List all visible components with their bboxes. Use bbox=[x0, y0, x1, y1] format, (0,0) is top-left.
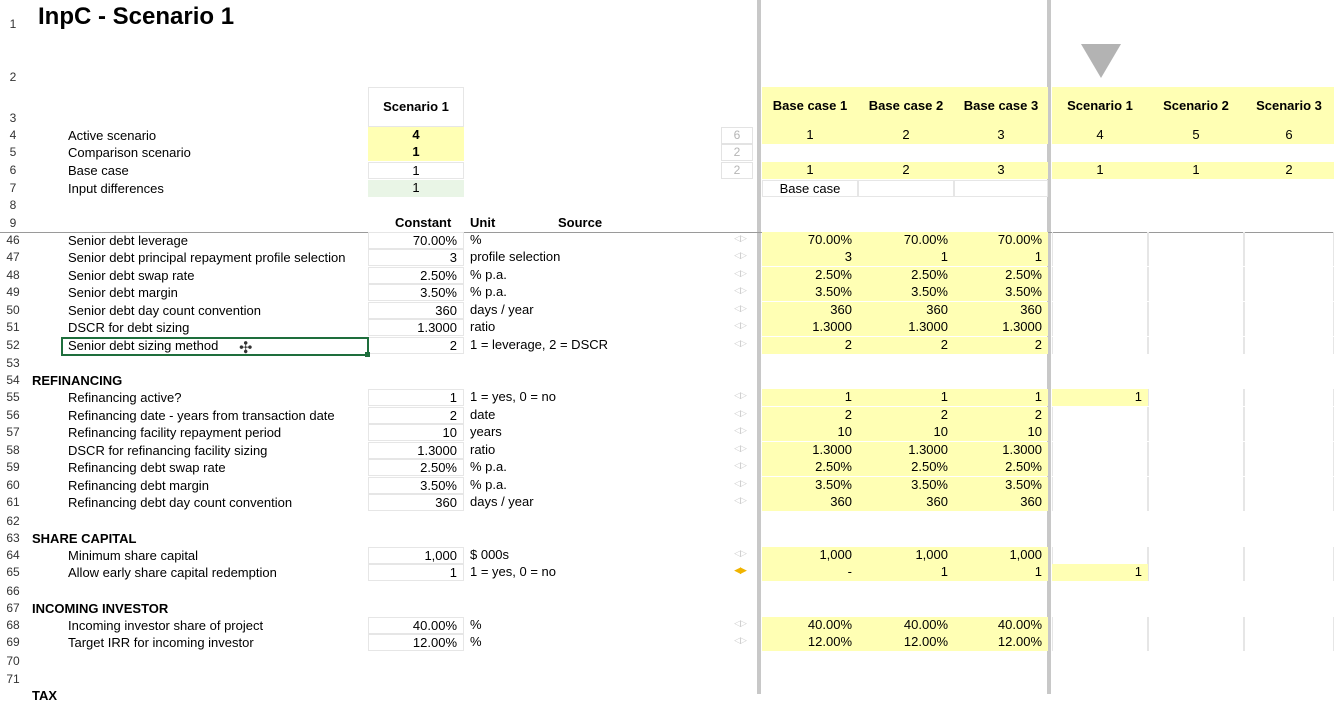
col-header-base1: Base case 1 bbox=[762, 87, 858, 127]
cell-base1[interactable]: - bbox=[762, 564, 858, 581]
compare-arrows-icon[interactable]: ◁▷ bbox=[734, 495, 746, 505]
row-label: Refinancing facility repayment period bbox=[68, 425, 282, 440]
cell-scen2[interactable]: 5 bbox=[1148, 127, 1244, 144]
cell-base2[interactable]: 1.3000 bbox=[858, 442, 954, 459]
col-header-base2: Base case 2 bbox=[858, 87, 954, 127]
cell-scen3[interactable] bbox=[1244, 424, 1334, 441]
cell-scen2[interactable] bbox=[1148, 459, 1244, 476]
row-number: 5 bbox=[9, 145, 17, 159]
constant-input[interactable]: 360 bbox=[368, 302, 464, 319]
cell-scen1[interactable]: 1 bbox=[1052, 162, 1148, 179]
cell-base3[interactable]: 2 bbox=[954, 337, 1048, 354]
cell-scen1[interactable] bbox=[1052, 232, 1148, 249]
cell-base2[interactable]: 1 bbox=[858, 564, 954, 581]
row-label: Incoming investor share of project bbox=[68, 618, 264, 633]
cell-scen3[interactable] bbox=[1244, 302, 1334, 319]
cell-scen2[interactable] bbox=[1148, 634, 1244, 651]
cell-scen3[interactable] bbox=[1244, 547, 1334, 564]
cell-scen3[interactable] bbox=[1244, 477, 1334, 494]
cell-scen1[interactable] bbox=[1052, 407, 1148, 424]
unit-label: % bbox=[470, 634, 482, 649]
constant-input[interactable]: 2 bbox=[368, 337, 464, 354]
row-label: Senior debt day count convention bbox=[68, 303, 261, 318]
cell-scen1[interactable] bbox=[1052, 424, 1148, 441]
row-number: 2 bbox=[9, 70, 17, 84]
unit-label: years bbox=[470, 424, 502, 439]
cell-base3[interactable]: 1.3000 bbox=[954, 442, 1048, 459]
cell-scen1[interactable] bbox=[1052, 634, 1148, 651]
cell-base1[interactable]: 3.50% bbox=[762, 477, 858, 494]
cell-scen1[interactable] bbox=[1052, 477, 1148, 494]
cursor-cross-icon: ✣ bbox=[239, 340, 253, 357]
cell-base2[interactable]: 1,000 bbox=[858, 547, 954, 564]
section-refinancing: REFINANCING bbox=[32, 373, 123, 388]
row-label: Target IRR for incoming investor bbox=[68, 635, 254, 650]
cell-base2[interactable]: 12.00% bbox=[858, 634, 954, 651]
selected-cell[interactable] bbox=[61, 337, 369, 356]
row-label: Refinancing debt swap rate bbox=[68, 460, 226, 475]
cell-scen1[interactable] bbox=[1052, 249, 1148, 266]
row-number: 61 bbox=[6, 495, 20, 509]
row-number: 46 bbox=[6, 233, 20, 247]
cell-base2[interactable]: 1 bbox=[858, 249, 954, 266]
scenario-pointer-icon bbox=[1081, 44, 1121, 78]
cell-base3[interactable]: 1,000 bbox=[954, 547, 1048, 564]
constant-input[interactable]: 2.50% bbox=[368, 459, 464, 476]
input-differences-value: 1 bbox=[368, 180, 464, 197]
compare-arrows-icon[interactable]: ◁▷ bbox=[734, 635, 746, 645]
cell-base2[interactable]: 2.50% bbox=[858, 267, 954, 284]
unit-label: days / year bbox=[470, 494, 534, 509]
row-label: Minimum share capital bbox=[68, 548, 199, 563]
unit-label: % bbox=[470, 617, 482, 632]
unit-label: profile selection bbox=[470, 249, 561, 264]
constant-input[interactable]: 3 bbox=[368, 249, 464, 266]
cell-scen2[interactable] bbox=[1148, 442, 1244, 459]
cell-scen1[interactable] bbox=[1052, 319, 1148, 336]
cell-base2[interactable]: 3.50% bbox=[858, 284, 954, 301]
compare-arrows-icon[interactable]: ◁▷ bbox=[734, 408, 746, 418]
cell-base1[interactable]: 2 bbox=[762, 337, 858, 354]
row-number: 66 bbox=[6, 584, 20, 598]
row-number: 49 bbox=[6, 285, 20, 299]
cell-base2[interactable]: 10 bbox=[858, 424, 954, 441]
constant-input[interactable]: 2 bbox=[368, 407, 464, 424]
row-number: 9 bbox=[9, 216, 17, 230]
cell-scen1[interactable] bbox=[1052, 442, 1148, 459]
cell-base1[interactable]: 1 bbox=[762, 162, 858, 179]
compare-arrows-icon[interactable]: ◁▷ bbox=[734, 425, 746, 435]
row-number: 64 bbox=[6, 548, 20, 562]
constant-input[interactable]: 3.50% bbox=[368, 477, 464, 494]
row-number: 47 bbox=[6, 250, 20, 264]
row-number: 1 bbox=[9, 17, 17, 31]
unit-label: ratio bbox=[470, 442, 496, 457]
col-header-scen2: Scenario 2 bbox=[1148, 87, 1244, 127]
row-number: 55 bbox=[6, 390, 20, 404]
cell-base2[interactable]: 70.00% bbox=[858, 232, 954, 249]
row-label: Refinancing debt day count convention bbox=[68, 495, 293, 510]
row-number: 59 bbox=[6, 460, 20, 474]
cell-scen1[interactable]: 4 bbox=[1052, 127, 1148, 144]
cell-base1[interactable]: 1 bbox=[762, 127, 858, 144]
row-number: 8 bbox=[9, 198, 17, 212]
constant-input[interactable]: 2.50% bbox=[368, 267, 464, 284]
cell-scen2[interactable] bbox=[1148, 249, 1244, 266]
row-label: Refinancing date - years from transaction date bbox=[68, 408, 335, 423]
row-number: 54 bbox=[6, 373, 20, 387]
compare-arrows-icon[interactable]: ◁▷ bbox=[734, 548, 746, 558]
compare-arrows-icon[interactable]: ◁▷ bbox=[734, 390, 746, 400]
cell-base1[interactable]: 70.00% bbox=[762, 232, 858, 249]
cell-base2[interactable]: 2 bbox=[858, 337, 954, 354]
section-incoming-investor: INCOMING INVESTOR bbox=[32, 601, 169, 616]
col-header-unit: Unit bbox=[470, 215, 496, 230]
unit-label: % p.a. bbox=[470, 267, 507, 282]
cell-base1[interactable]: 2 bbox=[762, 407, 858, 424]
sheet-title: InpC - Scenario 1 bbox=[38, 3, 235, 30]
cell-scen1[interactable] bbox=[1052, 337, 1148, 354]
cell-scen3[interactable] bbox=[1244, 442, 1334, 459]
compare-arrows-icon[interactable]: ◁▷ bbox=[734, 478, 746, 488]
compare-arrows-icon[interactable]: ◁▷ bbox=[734, 618, 746, 628]
cell-base2[interactable]: 2 bbox=[858, 127, 954, 144]
row-number: 70 bbox=[6, 654, 20, 668]
col-header-source: Source bbox=[558, 215, 603, 230]
cell-base3[interactable]: 2 bbox=[954, 407, 1048, 424]
cell-base1[interactable]: 1 bbox=[762, 389, 858, 406]
cell-scen3[interactable] bbox=[1244, 634, 1334, 651]
cell-scen2[interactable] bbox=[1148, 302, 1244, 319]
row-number: 63 bbox=[6, 531, 20, 545]
cell-base2[interactable]: 2 bbox=[858, 162, 954, 179]
row-number: 65 bbox=[6, 565, 20, 579]
comparison-scenario-input[interactable]: 1 bbox=[368, 144, 464, 161]
cell-base3[interactable]: 3.50% bbox=[954, 477, 1048, 494]
cell-base2[interactable]: 360 bbox=[858, 494, 954, 511]
cell-base3[interactable]: 40.00% bbox=[954, 617, 1048, 634]
row-number: 60 bbox=[6, 478, 20, 492]
row-number: 67 bbox=[6, 601, 20, 615]
pane-divider-1[interactable] bbox=[757, 0, 761, 694]
row-number: 62 bbox=[6, 514, 20, 528]
row-label: Refinancing debt margin bbox=[68, 478, 209, 493]
unit-label: 1 = yes, 0 = no bbox=[470, 389, 557, 404]
unit-label: % bbox=[470, 232, 482, 247]
cell-scen2[interactable] bbox=[1148, 564, 1244, 581]
cell-scen3[interactable] bbox=[1244, 389, 1334, 406]
cell-base3[interactable]: 12.00% bbox=[954, 634, 1048, 651]
unit-label: $ 000s bbox=[470, 547, 510, 562]
col-header-constant: Constant bbox=[395, 215, 452, 230]
empty-cell[interactable] bbox=[858, 180, 954, 197]
cell-scen2[interactable] bbox=[1148, 424, 1244, 441]
constant-input[interactable]: 12.00% bbox=[368, 634, 464, 651]
compare-arrows-icon[interactable]: ◁▷ bbox=[734, 285, 746, 295]
compare-arrows-icon[interactable]: ◁▷ bbox=[734, 303, 746, 313]
row-number: 7 bbox=[9, 181, 17, 195]
base-case-tag: Base case bbox=[762, 180, 858, 197]
cell-base2[interactable]: 40.00% bbox=[858, 617, 954, 634]
cell-base3[interactable]: 360 bbox=[954, 494, 1048, 511]
row-number: 56 bbox=[6, 408, 20, 422]
base-case-ghost: 2 bbox=[721, 162, 753, 179]
cell-base1[interactable]: 1,000 bbox=[762, 547, 858, 564]
row-number: 53 bbox=[6, 356, 20, 370]
base-case-value[interactable]: 1 bbox=[368, 162, 464, 179]
row-number: 58 bbox=[6, 443, 20, 457]
section-tax: TAX bbox=[32, 688, 58, 703]
cell-base3[interactable]: 1 bbox=[954, 564, 1048, 581]
unit-label: % p.a. bbox=[470, 284, 507, 299]
cell-scen1[interactable] bbox=[1052, 302, 1148, 319]
compare-arrows-icon[interactable]: ◁▷ bbox=[734, 338, 746, 348]
row-label: Refinancing active? bbox=[68, 390, 182, 405]
row-label: Senior debt principal repayment profile selection bbox=[68, 250, 346, 265]
cell-base3[interactable]: 2.50% bbox=[954, 459, 1048, 476]
cell-scen3[interactable] bbox=[1244, 319, 1334, 336]
cell-scen1[interactable] bbox=[1052, 284, 1148, 301]
cell-scen1[interactable] bbox=[1052, 617, 1148, 634]
row-number: 48 bbox=[6, 268, 20, 282]
cell-scen2[interactable] bbox=[1148, 547, 1244, 564]
constant-input[interactable]: 1,000 bbox=[368, 547, 464, 564]
unit-label: % p.a. bbox=[470, 459, 507, 474]
cell-scen3[interactable] bbox=[1244, 617, 1334, 634]
cell-scen2[interactable] bbox=[1148, 319, 1244, 336]
cell-base2[interactable]: 2.50% bbox=[858, 459, 954, 476]
cell-base3[interactable]: 2.50% bbox=[954, 267, 1048, 284]
constant-input[interactable]: 1.3000 bbox=[368, 442, 464, 459]
cell-base3[interactable]: 10 bbox=[954, 424, 1048, 441]
cell-base1[interactable]: 10 bbox=[762, 424, 858, 441]
cell-base1[interactable]: 1.3000 bbox=[762, 319, 858, 336]
cell-base1[interactable]: 2.50% bbox=[762, 267, 858, 284]
fill-handle[interactable] bbox=[365, 352, 370, 357]
cell-scen3[interactable] bbox=[1244, 494, 1334, 511]
cell-base1[interactable]: 3 bbox=[762, 249, 858, 266]
cell-base1[interactable]: 1.3000 bbox=[762, 442, 858, 459]
base-case-label: Base case bbox=[68, 163, 129, 178]
cell-base1[interactable]: 3.50% bbox=[762, 284, 858, 301]
row-number: 3 bbox=[9, 111, 17, 125]
compare-arrows-icon[interactable]: ◁▷ bbox=[734, 233, 746, 243]
comparison-scenario-ghost: 2 bbox=[721, 144, 753, 161]
row-label: Senior debt leverage bbox=[68, 233, 188, 248]
unit-label: 1 = yes, 0 = no bbox=[470, 564, 557, 579]
cell-scen3[interactable] bbox=[1244, 564, 1334, 581]
cell-scen2[interactable] bbox=[1148, 389, 1244, 406]
constant-input[interactable]: 1 bbox=[368, 564, 464, 581]
cell-scen3[interactable]: 2 bbox=[1244, 162, 1334, 179]
cell-scen2[interactable] bbox=[1148, 494, 1244, 511]
row-number: 4 bbox=[9, 128, 17, 142]
cell-scen2[interactable] bbox=[1148, 477, 1244, 494]
constant-input[interactable]: 10 bbox=[368, 424, 464, 441]
compare-arrows-icon[interactable]: ◁▷ bbox=[734, 250, 746, 260]
active-scenario-input[interactable]: 4 bbox=[368, 127, 464, 144]
row-label: DSCR for refinancing facility sizing bbox=[68, 443, 268, 458]
cell-base3[interactable]: 3.50% bbox=[954, 284, 1048, 301]
cell-base1[interactable]: 2.50% bbox=[762, 459, 858, 476]
empty-cell[interactable] bbox=[954, 180, 1048, 197]
cell-scen2[interactable] bbox=[1148, 617, 1244, 634]
cell-base1[interactable]: 360 bbox=[762, 302, 858, 319]
col-header-scen3: Scenario 3 bbox=[1244, 87, 1334, 127]
constant-input[interactable]: 70.00% bbox=[368, 232, 464, 249]
cell-scen1[interactable] bbox=[1052, 494, 1148, 511]
row-number: 68 bbox=[6, 618, 20, 632]
row-label: Senior debt margin bbox=[68, 285, 178, 300]
cell-scen1[interactable] bbox=[1052, 459, 1148, 476]
constant-input[interactable]: 3.50% bbox=[368, 284, 464, 301]
col-header-base3: Base case 3 bbox=[954, 87, 1048, 127]
cell-scen2[interactable] bbox=[1148, 337, 1244, 354]
unit-label: 1 = leverage, 2 = DSCR bbox=[470, 337, 609, 352]
cell-base1[interactable]: 360 bbox=[762, 494, 858, 511]
cell-base3[interactable]: 3 bbox=[954, 162, 1048, 179]
unit-label: days / year bbox=[470, 302, 534, 317]
cell-scen1[interactable] bbox=[1052, 267, 1148, 284]
cell-base3[interactable]: 1.3000 bbox=[954, 319, 1048, 336]
cell-scen3[interactable] bbox=[1244, 337, 1334, 354]
section-share-capital: SHARE CAPITAL bbox=[32, 531, 137, 546]
cell-base3[interactable]: 3 bbox=[954, 127, 1048, 144]
unit-label: % p.a. bbox=[470, 477, 507, 492]
active-scenario-ghost: 6 bbox=[721, 127, 753, 144]
row-number: 57 bbox=[6, 425, 20, 439]
cell-scen3[interactable] bbox=[1244, 249, 1334, 266]
compare-arrows-icon[interactable]: ◀▶ bbox=[734, 565, 746, 575]
cell-scen3[interactable] bbox=[1244, 407, 1334, 424]
row-number: 52 bbox=[6, 338, 20, 352]
row-number: 51 bbox=[6, 320, 20, 334]
cell-scen3[interactable] bbox=[1244, 232, 1334, 249]
cell-scen3[interactable] bbox=[1244, 267, 1334, 284]
cell-base2[interactable]: 3.50% bbox=[858, 477, 954, 494]
constant-input[interactable]: 40.00% bbox=[368, 617, 464, 634]
row-label: Senior debt swap rate bbox=[68, 268, 195, 283]
row-number: 6 bbox=[9, 163, 17, 177]
unit-label: date bbox=[470, 407, 496, 422]
cell-scen3[interactable] bbox=[1244, 284, 1334, 301]
unit-label: ratio bbox=[470, 319, 496, 334]
cell-base3[interactable]: 360 bbox=[954, 302, 1048, 319]
row-label: DSCR for debt sizing bbox=[68, 320, 190, 335]
row-number: 50 bbox=[6, 303, 20, 317]
cell-base1[interactable]: 12.00% bbox=[762, 634, 858, 651]
cell-base1[interactable]: 40.00% bbox=[762, 617, 858, 634]
constant-input[interactable]: 360 bbox=[368, 494, 464, 511]
active-scenario-label: Active scenario bbox=[68, 128, 157, 143]
compare-arrows-icon[interactable]: ◁▷ bbox=[734, 460, 746, 470]
col-header-scen1: Scenario 1 bbox=[1052, 87, 1148, 127]
cell-scen2[interactable] bbox=[1148, 267, 1244, 284]
cell-scen1[interactable]: 1 bbox=[1052, 564, 1148, 581]
cell-base3[interactable]: 1 bbox=[954, 389, 1048, 406]
compare-arrows-icon[interactable]: ◁▷ bbox=[734, 443, 746, 453]
cell-base2[interactable]: 360 bbox=[858, 302, 954, 319]
constant-input[interactable]: 1 bbox=[368, 389, 464, 406]
input-differences-label: Input differences bbox=[68, 181, 164, 196]
row-label: Senior debt sizing method bbox=[68, 338, 219, 353]
cell-scen1[interactable] bbox=[1052, 547, 1148, 564]
row-number: 71 bbox=[6, 672, 20, 686]
cell-scen3[interactable]: 6 bbox=[1244, 127, 1334, 144]
row-number: 69 bbox=[6, 635, 20, 649]
cell-base2[interactable]: 1 bbox=[858, 389, 954, 406]
cell-scen2[interactable] bbox=[1148, 232, 1244, 249]
cell-base3[interactable]: 70.00% bbox=[954, 232, 1048, 249]
cell-base2[interactable]: 2 bbox=[858, 407, 954, 424]
cell-scen2[interactable]: 1 bbox=[1148, 162, 1244, 179]
compare-arrows-icon[interactable]: ◁▷ bbox=[734, 268, 746, 278]
cell-scen3[interactable] bbox=[1244, 459, 1334, 476]
cell-base2[interactable]: 1.3000 bbox=[858, 319, 954, 336]
cell-scen2[interactable] bbox=[1148, 284, 1244, 301]
constant-input[interactable]: 1.3000 bbox=[368, 319, 464, 336]
cell-base3[interactable]: 1 bbox=[954, 249, 1048, 266]
compare-arrows-icon[interactable]: ◁▷ bbox=[734, 320, 746, 330]
cell-scen2[interactable] bbox=[1148, 407, 1244, 424]
comparison-scenario-label: Comparison scenario bbox=[68, 145, 191, 160]
row-label: Allow early share capital redemption bbox=[68, 565, 277, 580]
cell-scen1[interactable]: 1 bbox=[1052, 389, 1148, 406]
scenario-header: Scenario 1 bbox=[368, 87, 464, 127]
